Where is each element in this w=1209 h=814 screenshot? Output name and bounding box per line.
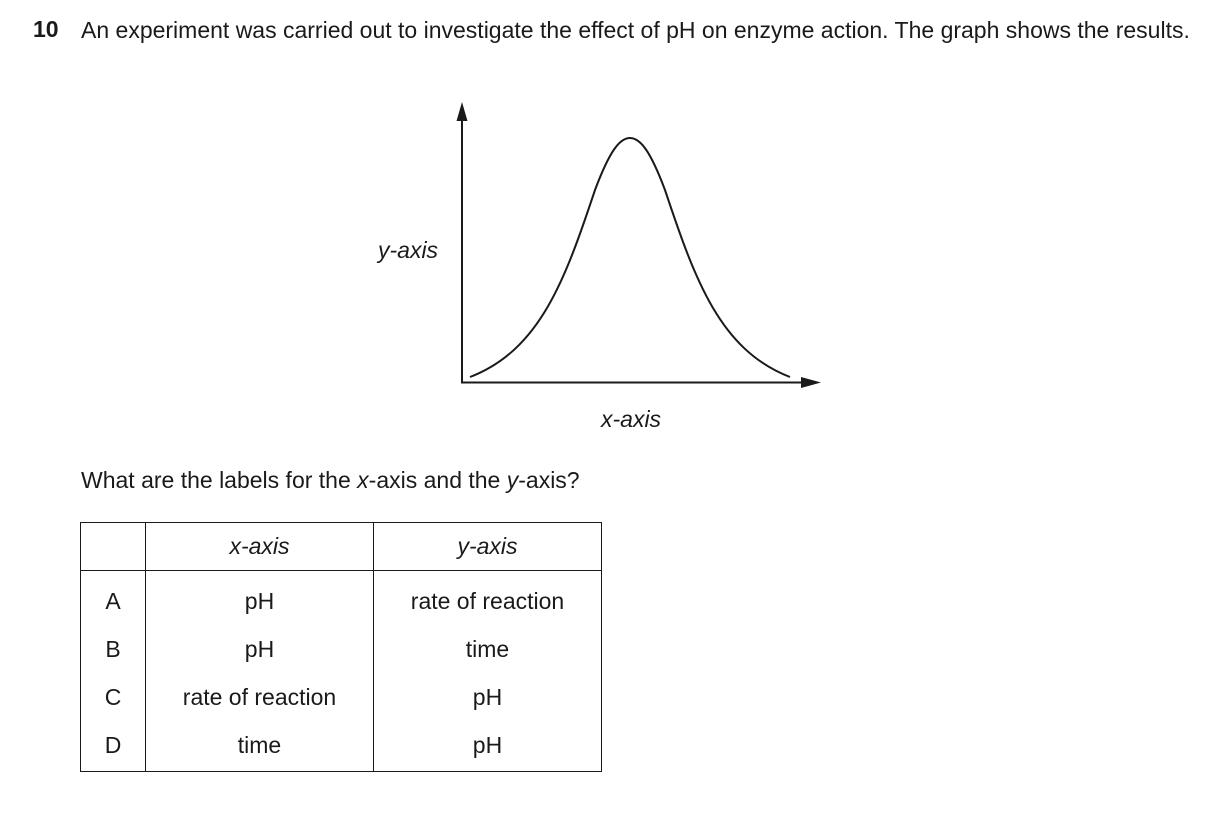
option-y-label: pH (374, 673, 602, 721)
table-header-row (81, 523, 602, 571)
option-y-label: rate of reaction (374, 571, 602, 626)
prompt-part-1: What are the labels for the (81, 467, 358, 493)
question-stem: An experiment was carried out to investigate the effect of pH on enzyme action. The graph shows the results. (81, 17, 1190, 43)
x-axis-arrowhead (801, 377, 821, 388)
option-letter[interactable]: A (81, 571, 146, 626)
bell-curve (470, 138, 790, 377)
x-axis-label: x-axis (601, 406, 662, 432)
option-row-a[interactable] (81, 571, 602, 626)
option-x-label: time (146, 721, 374, 772)
option-x-label: rate of reaction (146, 673, 374, 721)
header-blank (81, 523, 146, 571)
option-x-label: pH (146, 625, 374, 673)
option-row-d[interactable] (81, 721, 602, 772)
answer-options-table (80, 522, 602, 772)
y-axis-arrowhead (457, 102, 468, 121)
prompt-x: x (357, 467, 369, 493)
y-axis-label: y-axis (378, 237, 439, 263)
question-prompt (81, 467, 580, 494)
option-letter[interactable]: C (81, 673, 146, 721)
option-row-b[interactable] (81, 625, 602, 673)
header-x-axis: x-axis (146, 523, 374, 571)
option-y-label: time (374, 625, 602, 673)
question-number: 10 (33, 16, 59, 42)
prompt-y: y (506, 467, 519, 493)
option-letter[interactable]: D (81, 721, 146, 772)
option-row-c[interactable] (81, 673, 602, 721)
header-y-axis: y-axis (374, 523, 602, 571)
option-x-label: pH (146, 571, 374, 626)
prompt-part-3: -axis? (518, 467, 580, 493)
prompt-part-2: -axis and the (368, 467, 507, 493)
option-y-label: pH (374, 721, 602, 772)
option-letter[interactable]: B (81, 625, 146, 673)
